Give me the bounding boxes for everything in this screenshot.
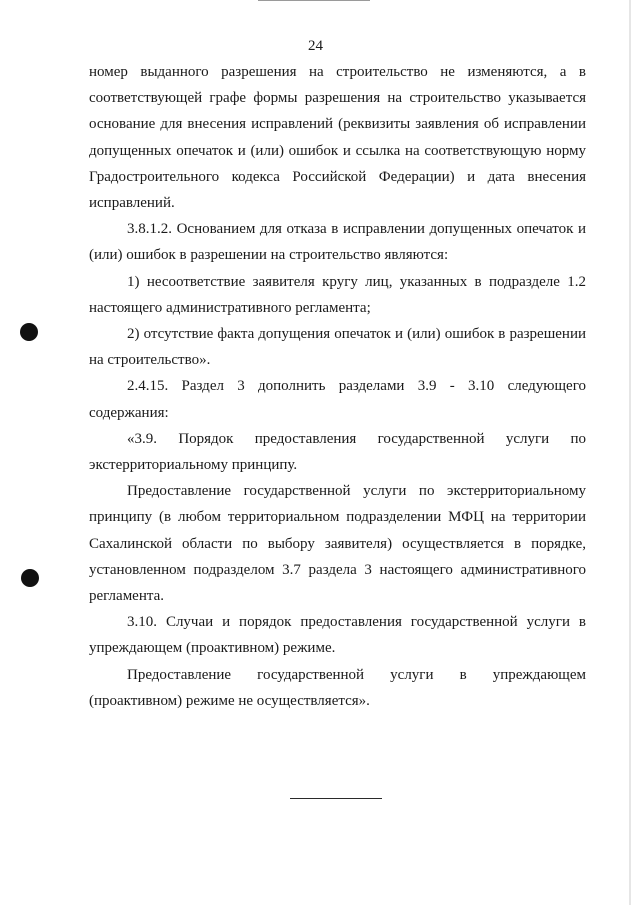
document-body (89, 59, 586, 714)
scan-top-mark (258, 0, 370, 1)
paragraph-3-8-1-2: 3.8.1.2. Основанием для отказа в исправлении допущенных опечаток и (или) ошибок в разрешении на строительство являются: (89, 221, 586, 264)
page-number: 24 (308, 38, 323, 54)
paragraph-section-3-10-heading: 3.10. Случаи и порядок предоставления государственной услуги в упреждающем (проактивном) режиме. (89, 614, 586, 657)
end-of-text-rule (290, 798, 382, 799)
paragraph-section-3-10-body: Предоставление государственной услуги в упреждающем (проактивном) режиме не осуществляется». (89, 666, 586, 709)
punch-hole-mark (21, 569, 39, 587)
paragraph-section-3-9-body: Предоставление государственной услуги по экстерриториальному принципу (в любом территориальном подразделении МФЦ на территории Сахалинской области по выбору заявителя) осуществляется в порядке, установленном подразделом 3.7 раздела 3 настоящего административного регламента. (89, 483, 586, 605)
paragraph-2-4-15: 2.4.15. Раздел 3 дополнить разделами 3.9 - 3.10 следующего содержания: (89, 378, 586, 421)
punch-hole-mark (20, 323, 38, 341)
paragraph-item-2: 2) отсутствие факта допущения опечаток и (или) ошибок в разрешении на строительство». (89, 326, 586, 369)
paragraph-continuation: номер выданного разрешения на строительство не изменяются, а в соответствующей графе формы разрешения на строительство указывается основание для внесения исправлений (реквизиты заявления об исправлении допущенных опечаток и (или) ошибок и ссылка на соответствующую норму Градостроительного кодекса Российской Федерации) и дата внесения исправлений. (89, 64, 586, 212)
paragraph-item-1: 1) несоответствие заявителя кругу лиц, указанных в подразделе 1.2 настоящего административного регламента; (89, 273, 586, 316)
paragraph-section-3-9-heading: «3.9. Порядок предоставления государственной услуги по экстерриториальному принципу. (89, 430, 586, 474)
